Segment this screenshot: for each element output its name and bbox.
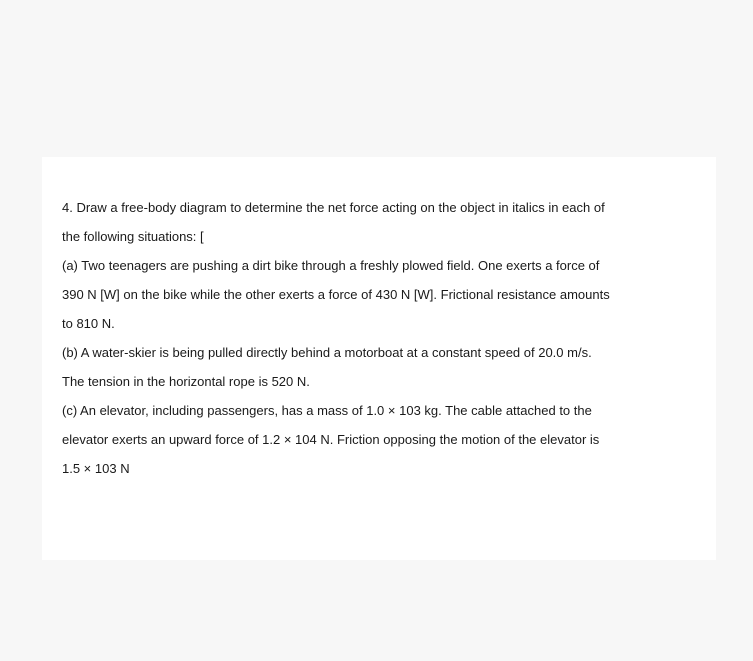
question-line: 1.5 × 103 N (62, 461, 130, 476)
question-line: the following situations: [ (62, 229, 204, 244)
question-line: to 810 N. (62, 316, 115, 331)
question-line: (a) Two teenagers are pushing a dirt bike through a freshly plowed field. One exerts a force of (62, 258, 600, 273)
question-line: elevator exerts an upward force of 1.2 × 104 N. Friction opposing the motion of the elevator is (62, 432, 600, 447)
question-line: 4. Draw a free-body diagram to determine the net force acting on the object in italics in each of (62, 200, 605, 215)
question-line: 390 N [W] on the bike while the other exerts a force of 430 N [W]. Frictional resistance amounts (62, 287, 610, 302)
document-card (42, 157, 716, 560)
question-line: (b) A water-skier is being pulled directly behind a motorboat at a constant speed of 20.0 m/s. (62, 345, 592, 360)
question-line: (c) An elevator, including passengers, has a mass of 1.0 × 103 kg. The cable attached to the (62, 403, 592, 418)
question-text (62, 193, 702, 483)
question-line: The tension in the horizontal rope is 520 N. (62, 374, 310, 389)
